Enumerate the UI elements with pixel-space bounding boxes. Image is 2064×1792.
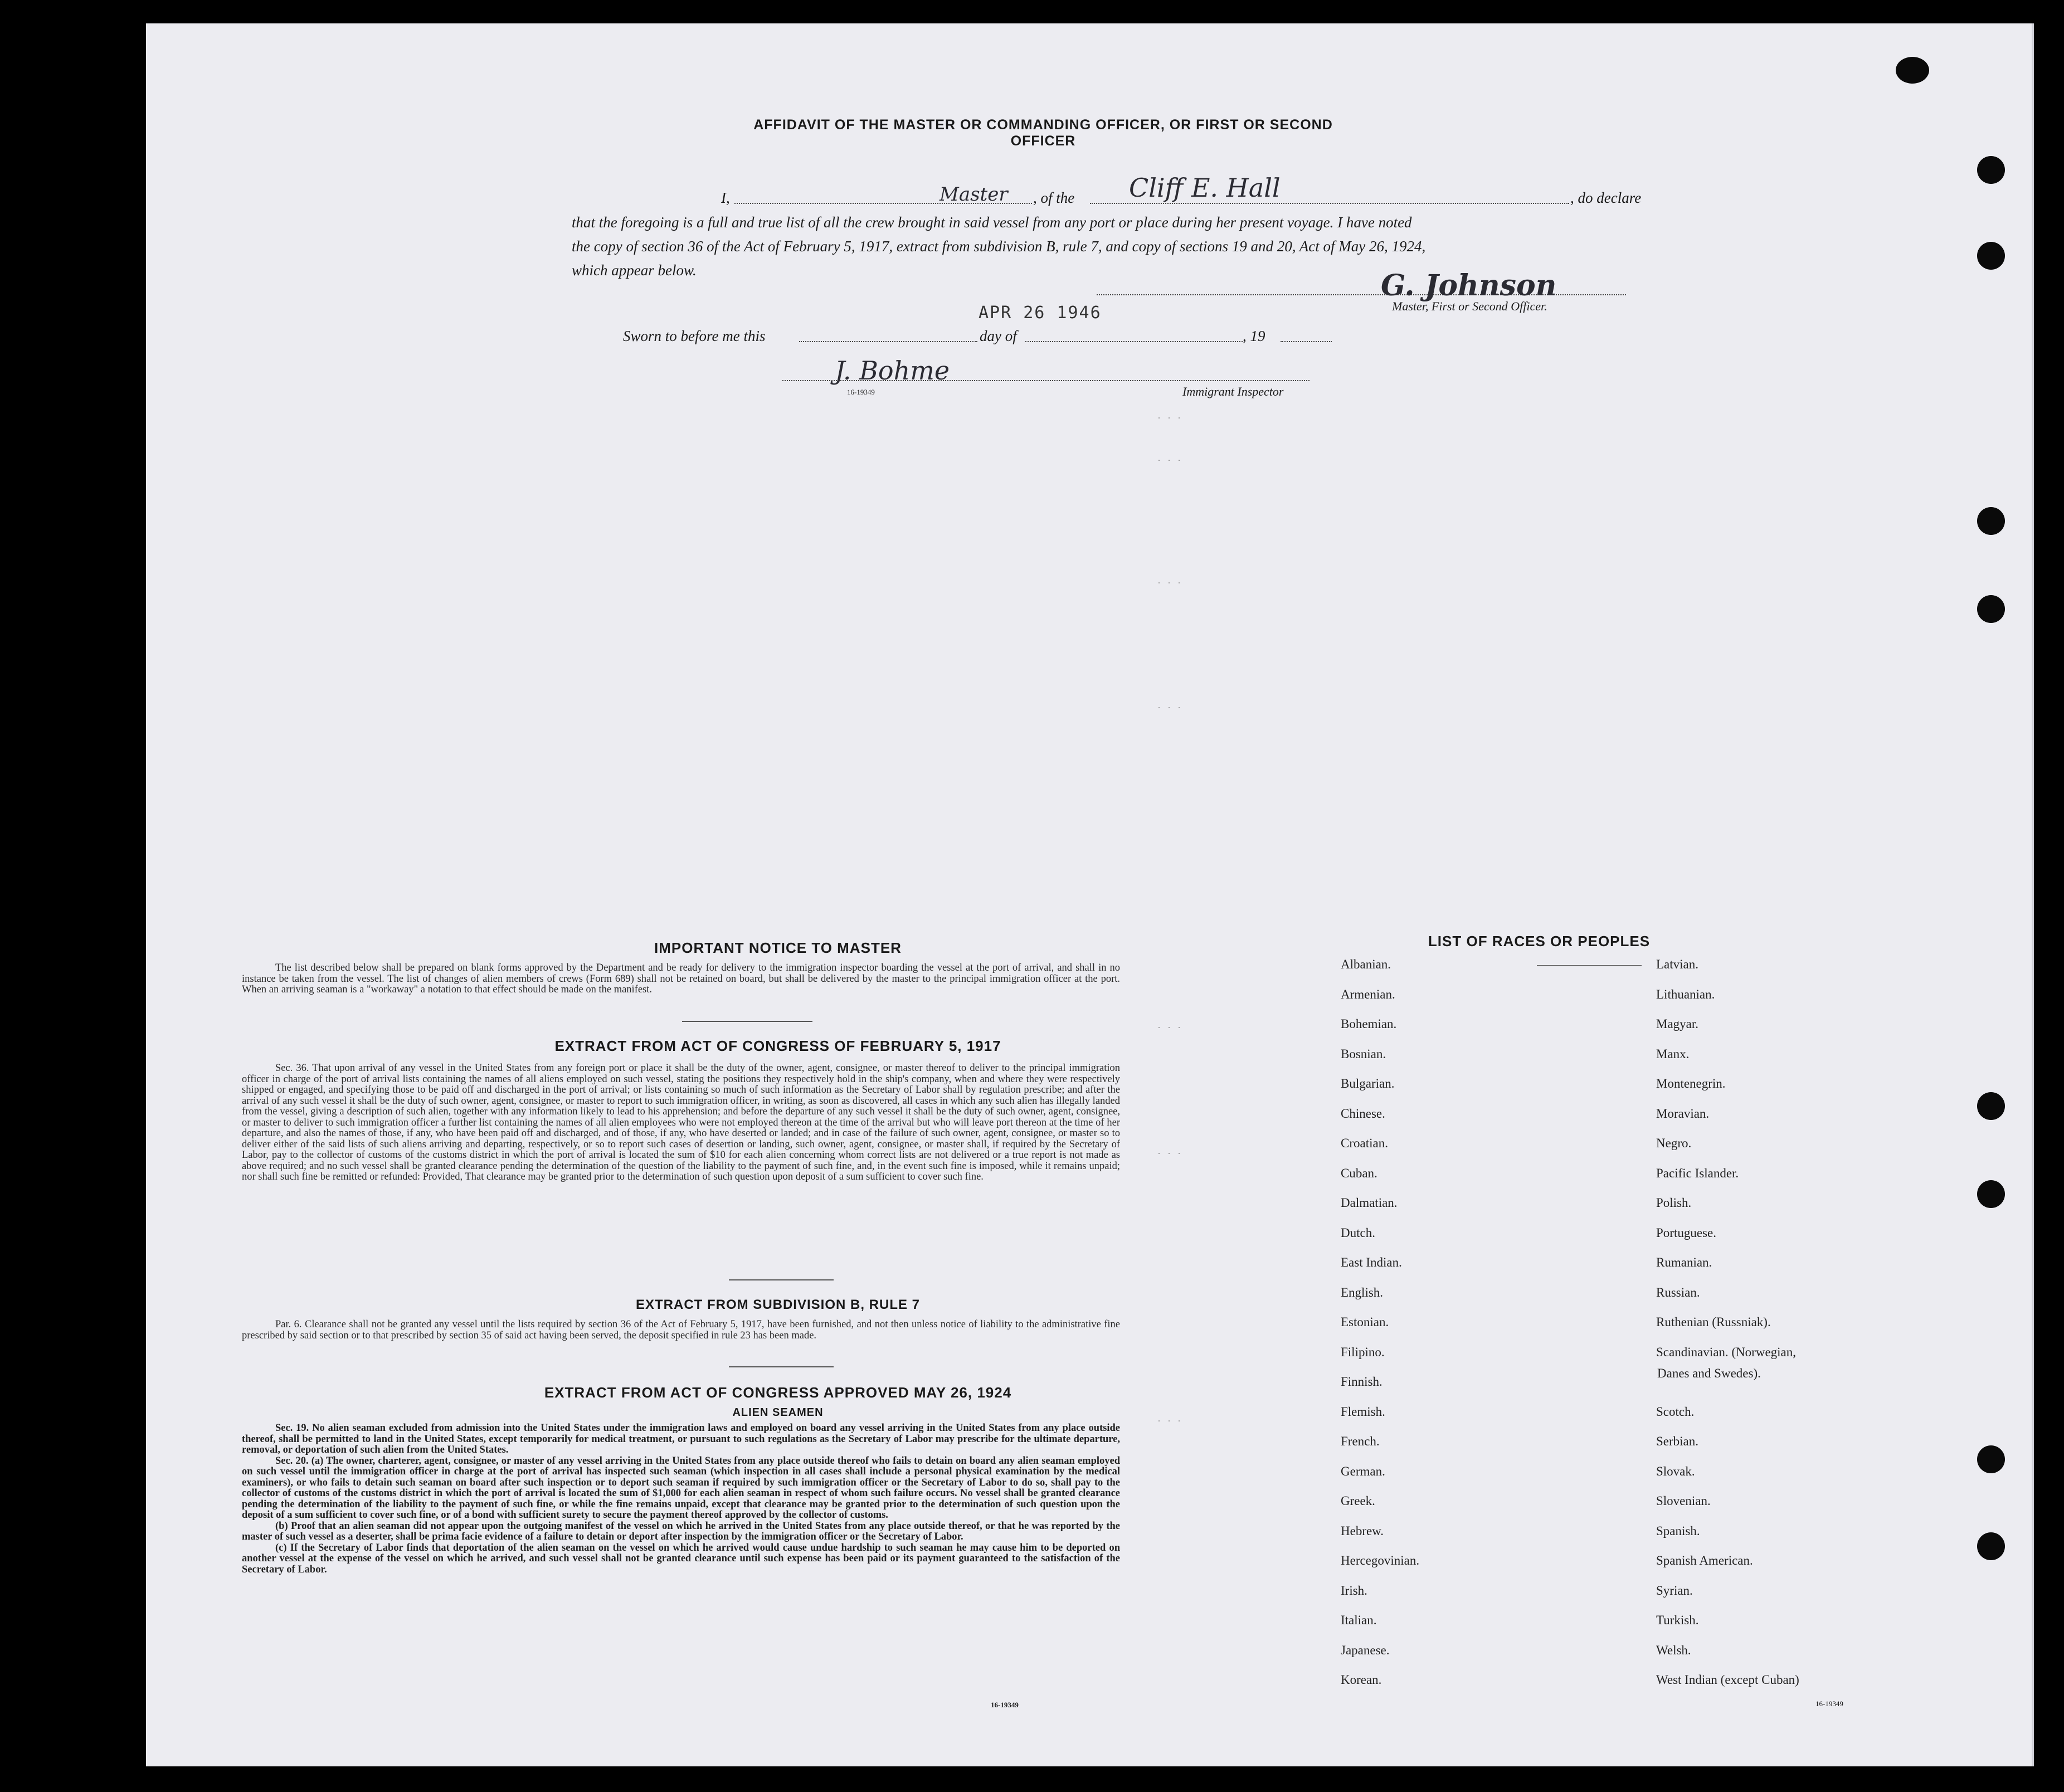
sworn-day-of: day of xyxy=(980,328,1017,344)
scan-specks: ... xyxy=(1158,1147,1188,1156)
document-page xyxy=(146,23,2034,1766)
race-item-left-19: Hebrew. xyxy=(1341,1523,1384,1538)
race-item-left-12: Estonian. xyxy=(1341,1315,1389,1329)
race-item-scandinavian-line2: Danes and Swedes). xyxy=(1657,1366,1761,1380)
sec-20b-text: (b) Proof that an alien seaman did not appear upon the outgoing manifest of the vessel on which he arrived in the United States from any place outside thereof, or that he was reported by the master of such vessel as a deserter, shall be prima facie evidence of a failure to detain or deport after inspection by the immigration officer or the Secretary of Labor. xyxy=(242,1520,1120,1542)
race-item-left-17: German. xyxy=(1341,1464,1385,1478)
punch-hole xyxy=(1977,1180,2005,1208)
race-item-right-18: Spanish. xyxy=(1656,1523,1700,1538)
divider xyxy=(729,1366,834,1367)
punch-hole xyxy=(1977,1532,2005,1560)
race-item-right-3: Manx. xyxy=(1656,1046,1690,1061)
sworn-year: , 19 xyxy=(1243,328,1265,344)
race-item-left-20: Hercegovinian. xyxy=(1341,1554,1420,1567)
race-item-left-5: Chinese. xyxy=(1341,1106,1385,1121)
notice-title: IMPORTANT NOTICE TO MASTER xyxy=(654,939,902,956)
label-i: I, xyxy=(721,189,730,206)
subdivision-text: Par. 6. Clearance shall not be granted any vessel until the lists required by section 36 of the Act of February 5, 1917, have been furnished, and not then unless notice of liability to the administrative fine prescribed by said section or to that prescribed by section 35 of said act having been served, the deposit specified in rule 23 has been made. xyxy=(242,1319,1120,1341)
race-item-right-5: Moravian. xyxy=(1656,1106,1710,1121)
race-item-left-21: Irish. xyxy=(1341,1583,1367,1598)
handwritten-title: Master xyxy=(939,183,1008,206)
race-item-right-8: Polish. xyxy=(1656,1196,1692,1210)
sworn-day-field xyxy=(799,341,977,342)
race-item-right-7: Pacific Islander. xyxy=(1656,1166,1739,1180)
race-item-right-11: Russian. xyxy=(1656,1285,1700,1299)
sworn-line xyxy=(623,324,1470,349)
sec-20a-text: Sec. 20. (a) The owner, charterer, agent, consignee, or master of any vessel arriving in the United States from any place outside thereof who fails to detain on board any alien seaman employed on such vessel until the immigration officer in charge at the port of arrival has inspected such seaman (which inspection in all cases shall include a personal physical examination by the medical examiners), or who fails to detain such seaman on board after such inspection or to deport such seaman if required by such immigration officer or the Secretary of Labor to do so, shall pay to the collector of customs of the customs district in which the port of arrival is located the sum of $1,000 for each alien seaman in respect of whom such failure occurs. No vessel shall be granted clearance pending the determination of the liability to the payment of such fine, or while the fine remains unpaid, except that clearance may be granted prior to the determination of such question upon the deposit of a sum sufficient to cover such fine, or of a bond with sufficient surety to secure the payment thereof approved by the collector of customs. xyxy=(242,1455,1120,1521)
punch-hole xyxy=(1896,57,1929,84)
extract-1924-text xyxy=(242,1423,1120,1575)
master-signature: G. Johnson xyxy=(1381,269,1557,303)
date-stamp: APR 26 1946 xyxy=(979,303,1102,323)
punch-hole xyxy=(1977,156,2005,184)
race-item-left-11: English. xyxy=(1341,1285,1384,1299)
punch-hole xyxy=(1977,1445,2005,1473)
sworn-prefix: Sworn to before me this xyxy=(623,328,766,344)
divider xyxy=(682,1021,812,1022)
race-item-right-20: Syrian. xyxy=(1656,1583,1693,1598)
affidavit-body-line-4: which appear below. xyxy=(572,262,697,279)
race-item-left-3: Bosnian. xyxy=(1341,1046,1386,1061)
extract-1917-title: EXTRACT FROM ACT OF CONGRESS OF FEBRUARY 5, 1917 xyxy=(554,1038,1001,1054)
race-item-left-4: Bulgarian. xyxy=(1341,1077,1395,1090)
race-item-right-19: Spanish American. xyxy=(1656,1554,1753,1567)
race-item-left-10: East Indian. xyxy=(1341,1255,1402,1269)
race-item-left-15: Flemish. xyxy=(1341,1404,1385,1419)
punch-hole xyxy=(1977,595,2005,623)
punch-hole xyxy=(1977,242,2005,270)
alien-seamen-subtitle: ALIEN SEAMEN xyxy=(732,1406,824,1419)
race-item-left-14: Finnish. xyxy=(1341,1375,1383,1389)
scan-specks: ... xyxy=(1158,1021,1188,1030)
race-item-right-17: Slovenian. xyxy=(1656,1494,1711,1508)
race-item-left-7: Cuban. xyxy=(1341,1166,1377,1180)
race-item-right-13: Scandinavian. (Norwegian, xyxy=(1656,1345,1797,1359)
handwritten-vessel-name: Cliff E. Hall xyxy=(1129,173,1281,203)
race-item-right-15: Serbian. xyxy=(1656,1434,1699,1448)
race-item-left-8: Dalmatian. xyxy=(1341,1196,1398,1210)
race-item-right-12: Ruthenian (Russniak). xyxy=(1656,1315,1771,1329)
race-item-left-18: Greek. xyxy=(1341,1494,1375,1508)
scan-specks: ... xyxy=(1158,411,1188,421)
race-item-right-2: Magyar. xyxy=(1656,1017,1699,1031)
race-item-left-22: Italian. xyxy=(1341,1613,1377,1627)
race-item-left-16: French. xyxy=(1341,1434,1380,1448)
race-item-left-1: Armenian. xyxy=(1341,987,1395,1001)
race-item-right-0: Latvian. xyxy=(1656,957,1698,971)
sworn-month-field xyxy=(1025,341,1243,342)
race-item-right-14: Scotch. xyxy=(1656,1404,1695,1419)
label-do-declare: , do declare xyxy=(1570,189,1642,206)
label-of-the: , of the xyxy=(1033,189,1075,206)
sec-19-text: Sec. 19. No alien seaman excluded from admission into the United States under the immigration laws and employed on board any vessel arriving in the United States from any place outside thereof, shall be permitted to land in the United States, except temporarily for medical treatment, or pursuant to such regulations as the Secretary of Labor may prescribe for the ultimate departure, removal, or deportation of such alien from the United States. xyxy=(242,1423,1120,1455)
race-item-right-16: Slovak. xyxy=(1656,1464,1695,1478)
race-item-left-0: Albanian. xyxy=(1341,957,1391,971)
scan-specks: ... xyxy=(1158,1414,1188,1424)
race-item-right-4: Montenegrin. xyxy=(1656,1077,1726,1090)
affidavit-title: AFFIDAVIT OF THE MASTER OR COMMANDING OFFICER, OR FIRST OR SECOND OFFICER xyxy=(753,117,1333,149)
affidavit-body-line-2: that the foregoing is a full and true list of all the crew brought in said vessel from any port or place during her present voyage. I have noted xyxy=(572,214,1412,231)
race-item-right-21: Turkish. xyxy=(1656,1613,1699,1627)
scan-specks: ... xyxy=(1158,576,1188,586)
form-number-bottom-left: 16-19349 xyxy=(991,1701,1019,1709)
race-item-right-10: Rumanian. xyxy=(1656,1255,1712,1269)
master-signature-caption: Master, First or Second Officer. xyxy=(1392,299,1547,313)
sec-20c-text: (c) If the Secretary of Labor finds that deportation of the alien seaman on the vessel on which he arrived would cause undue hardship to such seaman he may cause him to be deported on another vessel at the expense of the vessel on which he arrived, and such vessel shall not be granted clearance until such expense has been paid or its payment guaranteed to the satisfaction of the Secretary of Labor. xyxy=(242,1542,1120,1575)
race-item-left-2: Bohemian. xyxy=(1341,1017,1397,1031)
race-item-left-23: Japanese. xyxy=(1341,1643,1390,1657)
race-item-left-24: Korean. xyxy=(1341,1673,1382,1687)
notice-text: The list described below shall be prepared on blank forms approved by the Department and be ready for delivery to the immigration inspector boarding the vessel at the port of arrival, and shall in no instance be taken from the vessel. The list of changes of alien members of crews (Form 689) shall not be retained on board, but shall be delivered by the master to the principal immigration officer at the port. When an arriving seaman is a "workaway" a notation to that effect should be made on the manifest. xyxy=(242,962,1120,995)
form-number-bottom-right: 16-19349 xyxy=(1815,1700,1843,1708)
sworn-year-field xyxy=(1281,341,1332,342)
scan-specks: ... xyxy=(1158,701,1188,710)
race-item-left-6: Croatian. xyxy=(1341,1136,1388,1150)
races-title: LIST OF RACES OR PEOPLES xyxy=(1428,933,1651,949)
divider xyxy=(729,1279,834,1280)
affidavit-body-line-3: the copy of section 36 of the Act of February 5, 1917, extract from subdivision B, rule 7, and copy of sections 19 and 20, Act of May 26, 1924, xyxy=(572,238,1426,255)
subdivision-title: EXTRACT FROM SUBDIVISION B, RULE 7 xyxy=(635,1297,921,1312)
extract-1924-title: EXTRACT FROM ACT OF CONGRESS APPROVED MAY 26, 1924 xyxy=(544,1384,1012,1401)
divider xyxy=(1537,965,1642,966)
inspector-caption: Immigrant Inspector xyxy=(1182,384,1284,398)
race-item-left-13: Filipino. xyxy=(1341,1345,1385,1359)
punch-hole xyxy=(1977,507,2005,535)
form-number-top: 16-19349 xyxy=(847,388,875,396)
race-item-right-1: Lithuanian. xyxy=(1656,987,1715,1001)
scan-specks: ... xyxy=(1158,454,1188,463)
punch-hole xyxy=(1977,1092,2005,1120)
race-item-right-23: West Indian (except Cuban) xyxy=(1656,1673,1799,1687)
extract-1917-text: Sec. 36. That upon arrival of any vessel in the United States from any foreign port or place it shall be the duty of the owner, agent, consignee, or master thereof to deliver to the principal immigration officer in charge of the port of arrival lists containing the names of all aliens employed on such vessel, stating the positions they respectively hold in the ship's company, when and where they were respectively shipped or engaged, and specifying those to be paid off and discharged in the port of arrival; or lists containing so much of such information as the Secretary of Labor shall by regulation prescribe; and after the arrival of any such vessel it shall be the duty of such owner, agent, consignee, or master to report to such immigration officer, in writing, as soon as discovered, all cases in which any such alien has illegally landed from the vessel, giving a description of such alien, together with any information likely to lead to his apprehension; and before the departure of any such vessel it shall be the duty of such owner, agent, consignee, or master to deliver to such immigration officer a further list containing the names of all alien employees who were not employed thereon at the time of the arrival but who will leave port thereon at the time of her departure, and also the names of those, if any, who have been paid off and discharged, and of those, if any, who have deserted or landed; and in case of the failure of such owner, agent, consignee, or master so to deliver either of the said lists of such aliens arriving and departing, respectively, or so to report such cases of desertion or landing, such owner, agent, consignee, or master shall, if required by the Secretary of Labor, pay to the collector of customs of the customs district in which the port of arrival is located the sum of $10 for each alien concerning whom correct lists are not delivered or a true report is not made as above required; and no such vessel shall be granted clearance pending the determination of the question of the liability to the payment of such fine, and, in the event such fine is imposed, while it remains unpaid; nor shall such fine be remitted or refunded: Provided, That clearance may be granted prior to the determination of such question upon deposit of a sum sufficient to cover such fine. xyxy=(242,1063,1120,1182)
race-item-right-6: Negro. xyxy=(1656,1136,1692,1150)
vessel-field xyxy=(1090,203,1569,204)
race-item-left-9: Dutch. xyxy=(1341,1225,1375,1240)
inspector-signature: J. Bohme xyxy=(835,356,950,386)
affidavit-line-1 xyxy=(572,173,1669,211)
race-item-right-9: Portuguese. xyxy=(1656,1225,1716,1240)
race-item-right-22: Welsh. xyxy=(1656,1643,1691,1657)
